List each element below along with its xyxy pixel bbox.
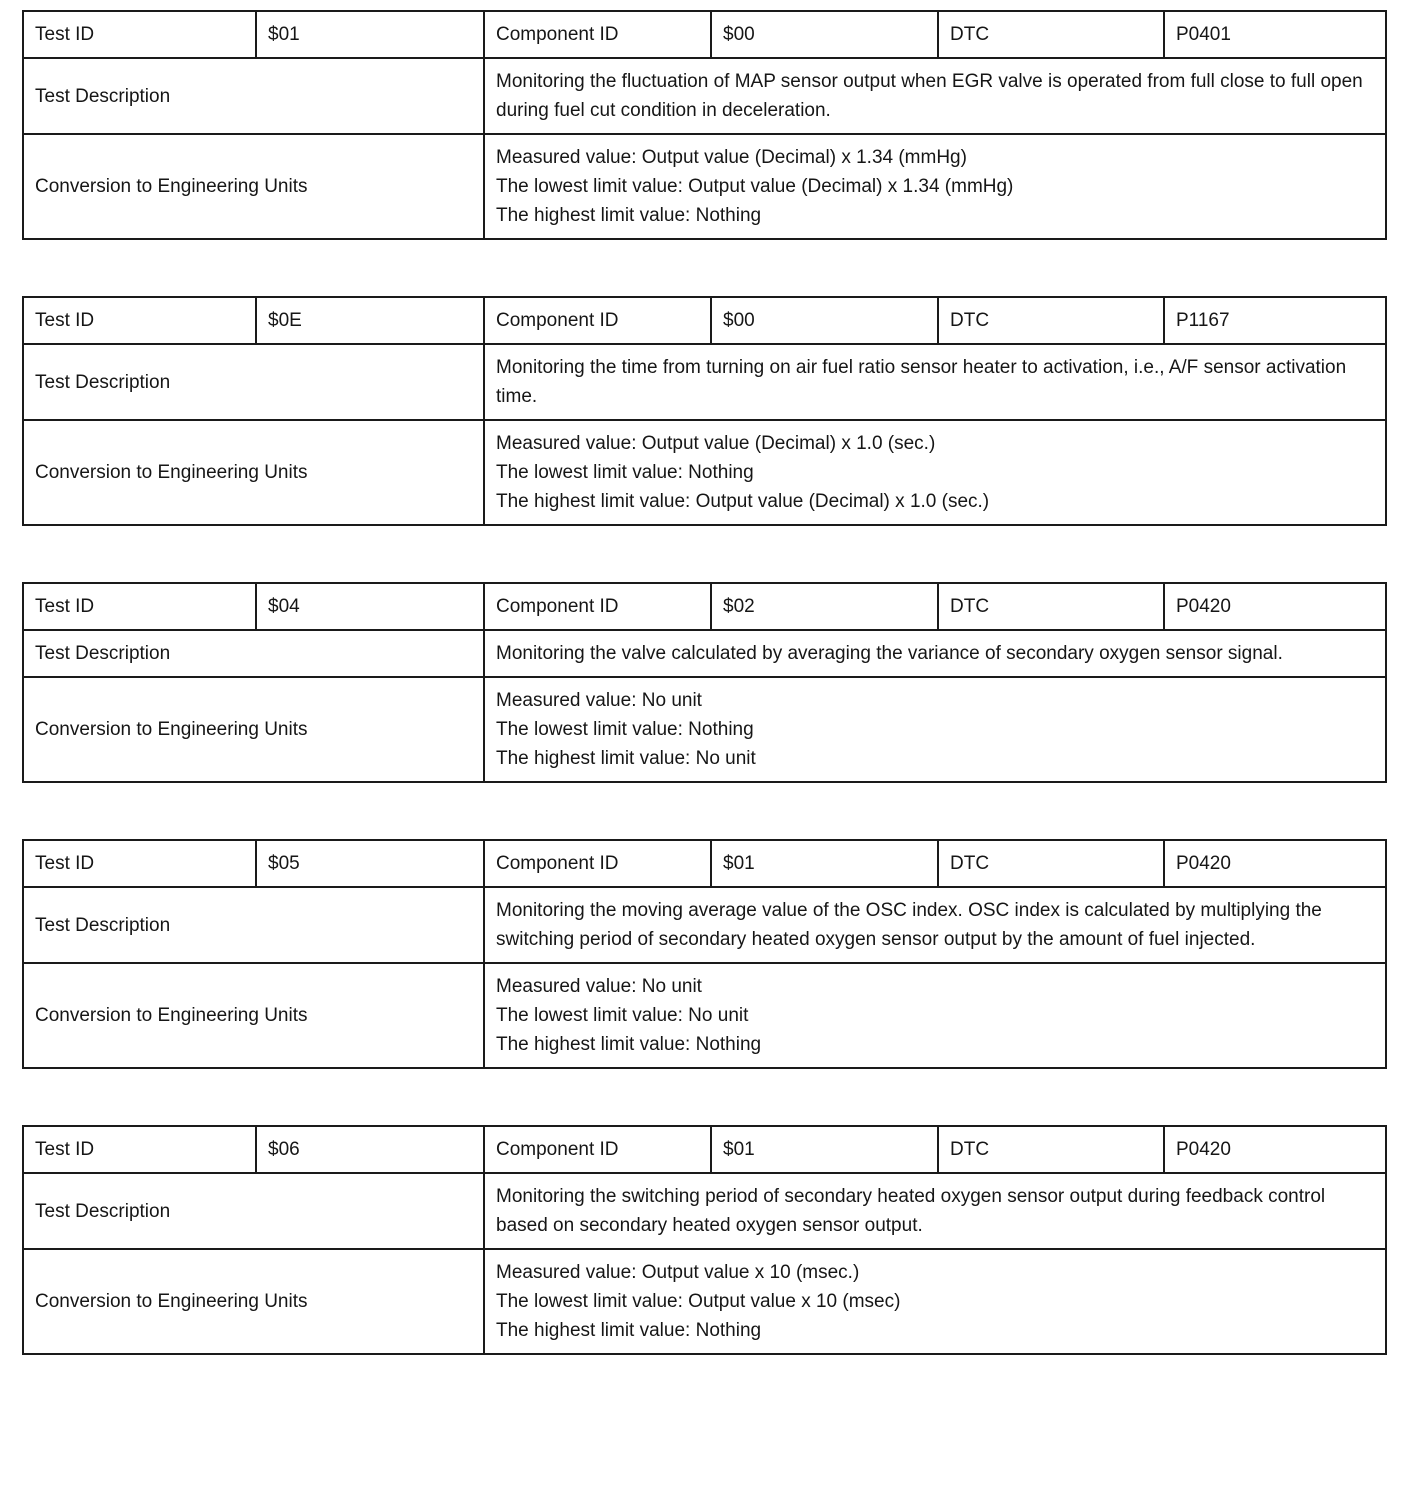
highest-limit-line: The highest limit value: Nothing [496, 205, 762, 226]
table-row [23, 11, 1386, 58]
lowest-limit-line: The lowest limit value: No unit [496, 1005, 749, 1026]
table-row [23, 344, 1386, 420]
dtc-label: DTC [938, 1126, 1164, 1173]
table-row [23, 134, 1386, 239]
highest-limit-line: The highest limit value: No unit [496, 748, 756, 769]
table-row [23, 58, 1386, 134]
dtc-label: DTC [938, 11, 1164, 58]
test-id-label: Test ID [23, 1126, 256, 1173]
table-row [23, 1173, 1386, 1249]
test-id-label: Test ID [23, 297, 256, 344]
lowest-limit-line: The lowest limit value: Nothing [496, 719, 754, 740]
conversion-label: Conversion to Engineering Units [23, 677, 484, 782]
component-id-value: $01 [711, 840, 938, 887]
conversion-text [484, 1249, 1386, 1354]
component-id-value: $00 [711, 297, 938, 344]
component-id-label: Component ID [484, 583, 711, 630]
conversion-label: Conversion to Engineering Units [23, 963, 484, 1068]
test-id-label: Test ID [23, 840, 256, 887]
component-id-value: $02 [711, 583, 938, 630]
table-row [23, 1126, 1386, 1173]
table-row [23, 1249, 1386, 1354]
lowest-limit-line: The lowest limit value: Nothing [496, 462, 754, 483]
dtc-label: DTC [938, 583, 1164, 630]
table-row [23, 963, 1386, 1068]
test-description-label: Test Description [23, 630, 484, 677]
measured-value-line: Measured value: Output value x 10 (msec.) [496, 1262, 860, 1283]
diagnostic-test-table-1 [22, 10, 1387, 240]
component-id-label: Component ID [484, 297, 711, 344]
dtc-value: P1167 [1164, 297, 1386, 344]
measured-value-line: Measured value: Output value (Decimal) x 1.34 (mmHg) [496, 147, 967, 168]
test-description-label: Test Description [23, 887, 484, 963]
conversion-label: Conversion to Engineering Units [23, 1249, 484, 1354]
table-row [23, 630, 1386, 677]
component-id-label: Component ID [484, 840, 711, 887]
conversion-text [484, 134, 1386, 239]
diagnostic-test-table-3 [22, 582, 1387, 783]
lowest-limit-line: The lowest limit value: Output value (Decimal) x 1.34 (mmHg) [496, 176, 1014, 197]
table-row [23, 420, 1386, 525]
test-id-value: $06 [256, 1126, 484, 1173]
component-id-label: Component ID [484, 11, 711, 58]
dtc-value: P0420 [1164, 840, 1386, 887]
test-description-text: Monitoring the valve calculated by averaging the variance of secondary oxygen sensor signal. [484, 630, 1386, 677]
conversion-label: Conversion to Engineering Units [23, 420, 484, 525]
test-id-label: Test ID [23, 583, 256, 630]
highest-limit-line: The highest limit value: Nothing [496, 1320, 762, 1341]
test-id-value: $0E [256, 297, 484, 344]
test-description-text: Monitoring the moving average value of the OSC index. OSC index is calculated by multiplying the switching period of secondary heated oxygen sensor output by the amount of fuel injected. [484, 887, 1386, 963]
dtc-value: P0420 [1164, 1126, 1386, 1173]
diagnostic-test-table-4 [22, 839, 1387, 1069]
test-id-label: Test ID [23, 11, 256, 58]
dtc-label: DTC [938, 840, 1164, 887]
test-id-value: $01 [256, 11, 484, 58]
dtc-value: P0401 [1164, 11, 1386, 58]
test-description-text: Monitoring the time from turning on air fuel ratio sensor heater to activation, i.e., A/F sensor activation time. [484, 344, 1386, 420]
test-description-text: Monitoring the switching period of secondary heated oxygen sensor output during feedback control based on secondary heated oxygen sensor output. [484, 1173, 1386, 1249]
table-row [23, 677, 1386, 782]
dtc-value: P0420 [1164, 583, 1386, 630]
table-row [23, 583, 1386, 630]
test-id-value: $04 [256, 583, 484, 630]
test-description-text: Monitoring the fluctuation of MAP sensor output when EGR valve is operated from full close to full open during fuel cut condition in deceleration. [484, 58, 1386, 134]
component-id-label: Component ID [484, 1126, 711, 1173]
lowest-limit-line: The lowest limit value: Output value x 10 (msec) [496, 1291, 901, 1312]
test-id-value: $05 [256, 840, 484, 887]
measured-value-line: Measured value: No unit [496, 976, 702, 997]
measured-value-line: Measured value: No unit [496, 690, 702, 711]
conversion-label: Conversion to Engineering Units [23, 134, 484, 239]
diagnostic-test-table-2 [22, 296, 1387, 526]
test-description-label: Test Description [23, 58, 484, 134]
diagnostic-test-table-5 [22, 1125, 1387, 1355]
test-description-label: Test Description [23, 344, 484, 420]
component-id-value: $01 [711, 1126, 938, 1173]
conversion-text [484, 420, 1386, 525]
table-row [23, 887, 1386, 963]
measured-value-line: Measured value: Output value (Decimal) x 1.0 (sec.) [496, 433, 936, 454]
conversion-text [484, 963, 1386, 1068]
table-row [23, 840, 1386, 887]
test-description-label: Test Description [23, 1173, 484, 1249]
table-row [23, 297, 1386, 344]
conversion-text [484, 677, 1386, 782]
highest-limit-line: The highest limit value: Nothing [496, 1034, 762, 1055]
highest-limit-line: The highest limit value: Output value (Decimal) x 1.0 (sec.) [496, 491, 990, 512]
component-id-value: $00 [711, 11, 938, 58]
dtc-label: DTC [938, 297, 1164, 344]
